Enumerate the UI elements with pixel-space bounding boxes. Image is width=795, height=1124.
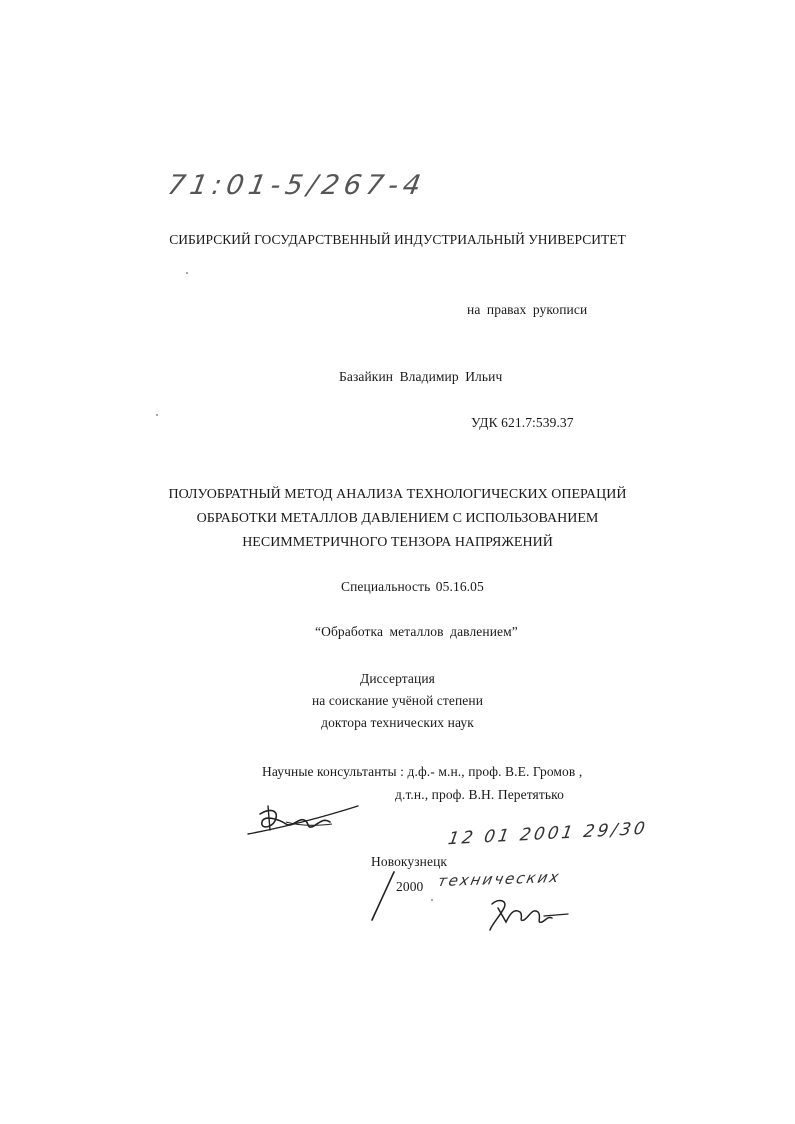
speciality-code: Специальность 05.16.05 — [341, 579, 484, 594]
title-line: ПОЛУОБРАТНЫЙ МЕТОД АНАЛИЗА ТЕХНОЛОГИЧЕСКИХ ОПЕРАЦИЙ — [168, 487, 627, 502]
speciality-name: “Обработка металлов давлением” — [315, 624, 518, 639]
degree-statement — [0, 668, 795, 734]
scan-speck — [431, 899, 433, 901]
consultants-line-2: д.т.н., проф. В.Н. Перетятько — [395, 787, 564, 802]
degree-line: Диссертация — [360, 671, 435, 686]
title-line: ОБРАБОТКИ МЕТАЛЛОВ ДАВЛЕНИЕМ С ИСПОЛЬЗОВАНИЕМ — [196, 511, 599, 526]
city: Новокузнецк — [371, 854, 448, 869]
year: 2000 — [396, 879, 424, 894]
reviewer-signature — [484, 894, 574, 936]
degree-line: на соискание учёной степени — [311, 693, 484, 708]
pen-slash-mark — [368, 868, 398, 924]
manuscript-rights-note: на правах рукописи — [467, 302, 588, 317]
archive-code-handwritten: 71:01-5/267-4 — [165, 170, 429, 201]
scan-speck — [186, 272, 188, 274]
scan-speck — [156, 414, 158, 416]
author-signature — [240, 800, 370, 850]
university-name: СИБИРСКИЙ ГОСУДАРСТВЕННЫЙ ИНДУСТРИАЛЬНЫЙ УНИВЕРСИТЕТ — [169, 232, 626, 247]
consultants-line-1: Научные консультанты : д.ф.- м.н., проф. В.Е. Громов , — [262, 764, 583, 779]
dissertation-title — [0, 483, 795, 555]
degree-line: доктора технических наук — [321, 715, 474, 730]
udk-code: УДК 621.7:539.37 — [471, 415, 574, 430]
handwritten-note: технических — [436, 867, 563, 891]
handwritten-date: 12 01 2001 29/30 — [446, 818, 650, 850]
title-line: НЕСИММЕТРИЧНОГО ТЕНЗОРА НАПРЯЖЕНИЙ — [242, 535, 553, 550]
author-name: Базайкин Владимир Ильич — [339, 369, 503, 384]
